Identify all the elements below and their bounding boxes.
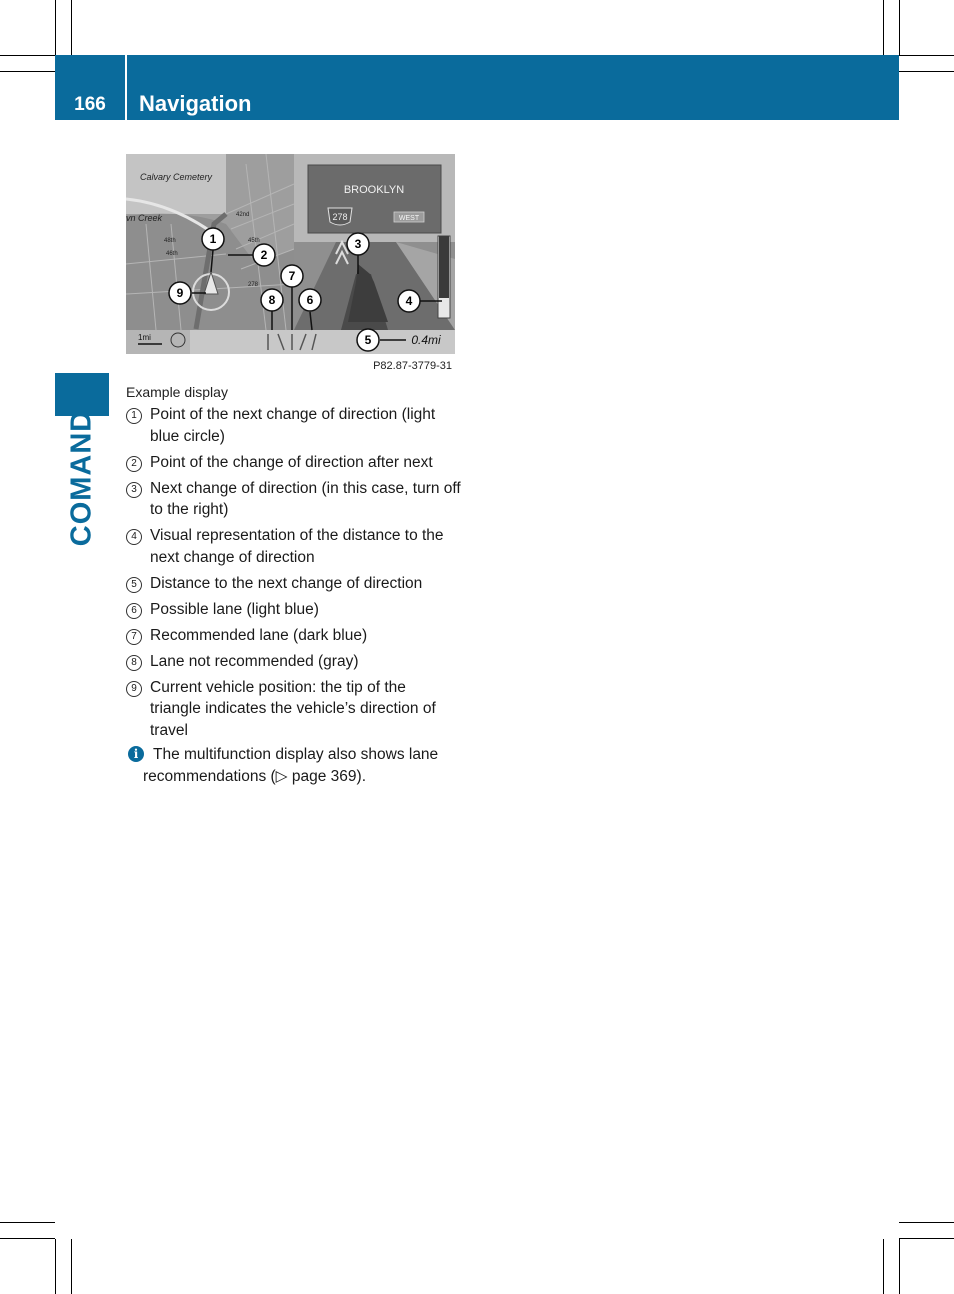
info-note [126, 744, 461, 787]
callout-4-label: 4 [405, 294, 413, 308]
list-item [126, 625, 461, 647]
list-item [126, 599, 461, 621]
callout-8-label: 8 [268, 293, 276, 307]
legend-text: Point of the next change of direction (light blue circle) [150, 406, 436, 445]
crop-mark [899, 1222, 954, 1223]
crop-mark [0, 71, 55, 72]
note-text: The multifunction display also shows lane recommendations (▷ page 369). [143, 746, 439, 785]
legend-text: Next change of direction (in this case, turn off to the right) [150, 479, 461, 518]
distance-bar-fill [439, 236, 449, 298]
crop-mark [899, 1238, 954, 1239]
crop-mark [71, 1239, 72, 1294]
callout-2-label: 2 [260, 248, 268, 262]
highway-sign [308, 165, 441, 233]
crop-mark [883, 0, 884, 55]
crop-mark [0, 1222, 55, 1223]
callout-9-label: 9 [176, 286, 184, 300]
legend-text: Distance to the next change of direction [150, 574, 423, 592]
list-item [126, 573, 461, 595]
list-item [126, 677, 461, 742]
legend-text: Lane not recommended (gray) [150, 652, 359, 670]
crop-mark [899, 55, 954, 56]
list-item [126, 404, 461, 447]
map-label-cemetery: Calvary Cemetery [140, 172, 213, 182]
map-street-label: 46th [166, 251, 178, 257]
crop-mark [883, 1239, 884, 1294]
legend-text: Current vehicle position: the tip of the triangle indicates the vehicle’s direction of travel [150, 678, 436, 739]
page-number: 166 [74, 94, 106, 115]
callout-6-label: 6 [306, 293, 314, 307]
crop-mark [55, 1239, 56, 1294]
callout-5-label: 5 [364, 333, 372, 347]
legend-number: 3 [126, 482, 142, 498]
legend-number: 6 [126, 603, 142, 619]
legend-number: 9 [126, 681, 142, 697]
sign-text: BROOKLYN [343, 184, 405, 196]
info-icon: i [128, 746, 144, 762]
list-item [126, 651, 461, 673]
crop-mark [899, 0, 900, 55]
crop-mark [0, 55, 55, 56]
map-route-label: 278 [248, 282, 259, 288]
legend-number: 7 [126, 629, 142, 645]
page-title: Navigation [139, 91, 252, 116]
map-street-label: 48th [164, 238, 176, 244]
callout-7-label: 7 [288, 269, 296, 283]
list-item [126, 478, 461, 521]
navigation-display-figure [126, 154, 455, 354]
list-item [126, 452, 461, 474]
distance-text: 0.4mi [411, 333, 441, 347]
side-tab-label: COMAND [65, 409, 98, 547]
crop-mark [0, 1238, 55, 1239]
figure-caption: Example display [126, 384, 228, 400]
legend-number: 5 [126, 577, 142, 593]
crop-mark [55, 0, 56, 55]
scale-text: 1mi [138, 333, 151, 342]
legend-text: Point of the change of direction after next [150, 453, 433, 471]
legend-text: Possible lane (light blue) [150, 600, 319, 618]
header-bar [55, 55, 899, 120]
crop-mark [899, 1239, 900, 1294]
legend-number: 2 [126, 456, 142, 472]
crop-mark [71, 0, 72, 55]
map-street-label: 45th [248, 238, 260, 244]
legend-text: Visual representation of the distance to the next change of direction [150, 527, 444, 566]
legend-number: 1 [126, 408, 142, 424]
legend-text: Recommended lane (dark blue) [150, 626, 368, 644]
shield-number: 278 [332, 212, 348, 222]
legend-list [126, 404, 461, 746]
map-street-label: 42nd [236, 212, 250, 218]
callout-3-label: 3 [354, 237, 362, 251]
figure-code: P82.87-3779-31 [373, 360, 452, 372]
legend-number: 4 [126, 529, 142, 545]
callout-1-label: 1 [209, 232, 217, 246]
header-divider [125, 55, 127, 120]
list-item [126, 525, 461, 568]
legend-number: 8 [126, 655, 142, 671]
direction-text: WEST [398, 215, 420, 222]
map-label-creek: vn Creek [126, 213, 163, 223]
crop-mark [899, 71, 954, 72]
